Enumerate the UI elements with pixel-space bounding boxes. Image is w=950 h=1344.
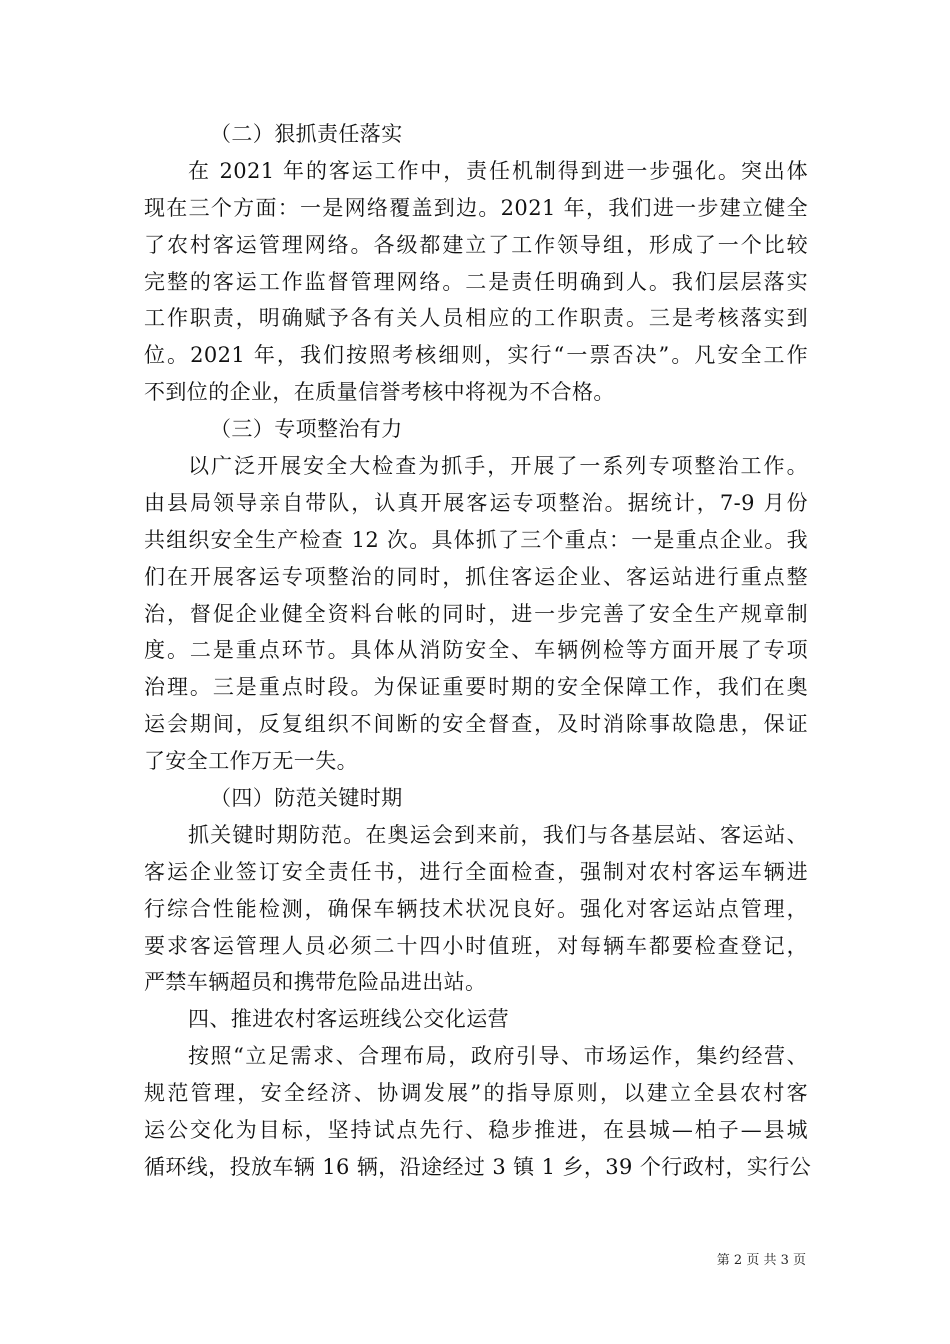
paragraph-line: 在 2021 年的客运工作中，责任机制得到进一步强化。突出体 — [188, 158, 808, 183]
paragraph-line: 度。二是重点环节。具体从消防安全、车辆例检等方面开展了专项 — [144, 638, 808, 663]
paragraph-line: 客运企业签订安全责任书，进行全面检查，强制对农村客运车辆进 — [144, 859, 808, 884]
paragraph-line: 运公交化为目标，坚持试点先行、稳步推进，在县城—柏子—县城 — [144, 1118, 808, 1143]
paragraph-line: 以广泛开展安全大检查为抓手，开展了一系列专项整治工作。 — [188, 454, 808, 479]
paragraph-line: 行综合性能检测，确保车辆技术状况良好。强化对客运站点管理， — [144, 896, 808, 921]
paragraph-line: 要求客运管理人员必须二十四小时值班，对每辆车都要检查登记， — [144, 933, 808, 958]
paragraph-line: 完整的客运工作监督管理网络。二是责任明确到人。我们层层落实 — [144, 269, 808, 294]
paragraph-line: 治理。三是重点时段。为保证重要时期的安全保障工作，我们在奥 — [144, 675, 808, 700]
section-heading: 四、推进农村客运班线公交化运营 — [188, 1007, 509, 1032]
document-body — [144, 116, 812, 1186]
paragraph-line: 严禁车辆超员和携带危险品进出站。 — [144, 970, 487, 995]
subsection-heading: （三）专项整治有力 — [210, 417, 403, 442]
paragraph-line: 现在三个方面：一是网络覆盖到边。2021 年，我们进一步建立健全 — [144, 195, 808, 220]
paragraph-line: 共组织安全生产检查 12 次。具体抓了三个重点：一是重点企业。我 — [144, 527, 808, 552]
paragraph-line: 们在开展客运专项整治的同时，抓住客运企业、客运站进行重点整 — [144, 564, 808, 589]
paragraph-line: 工作职责，明确赋予各有关人员相应的工作职责。三是考核落实到 — [144, 306, 808, 331]
paragraph-line: 循环线，投放车辆 16 辆，沿途经过 3 镇 1 乡，39 个行政村，实行公 — [144, 1154, 812, 1179]
subsection-heading: （二）狠抓责任落实 — [210, 122, 403, 146]
paragraph-line: 治，督促企业健全资料台帐的同时，进一步完善了安全生产规章制 — [144, 601, 808, 626]
paragraph-line: 由县局领导亲自带队，认真开展客运专项整治。据统计，7-9 月份 — [144, 490, 808, 515]
paragraph-line: 不到位的企业，在质量信誉考核中将视为不合格。 — [144, 380, 615, 405]
paragraph-line: 抓关键时期防范。在奥运会到来前，我们与各基层站、客运站、 — [188, 822, 808, 847]
paragraph-line: 按照“立足需求、合理布局，政府引导、市场运作，集约经营、 — [188, 1044, 808, 1069]
paragraph-line: 位。2021 年，我们按照考核细则，实行“一票否决”。凡安全工作 — [144, 343, 808, 368]
page-number-footer: 第 2 页 共 3 页 — [716, 1253, 806, 1268]
paragraph-line: 运会期间，反复组织不间断的安全督查，及时消除事故隐患，保证 — [144, 712, 808, 737]
subsection-heading: （四）防范关键时期 — [210, 786, 403, 811]
paragraph-line: 了安全工作万无一失。 — [144, 749, 358, 774]
paragraph-line: 规范管理，安全经济、协调发展”的指导原则，以建立全县农村客 — [144, 1081, 808, 1106]
paragraph-line: 了农村客运管理网络。各级都建立了工作领导组，形成了一个比较 — [144, 232, 808, 257]
